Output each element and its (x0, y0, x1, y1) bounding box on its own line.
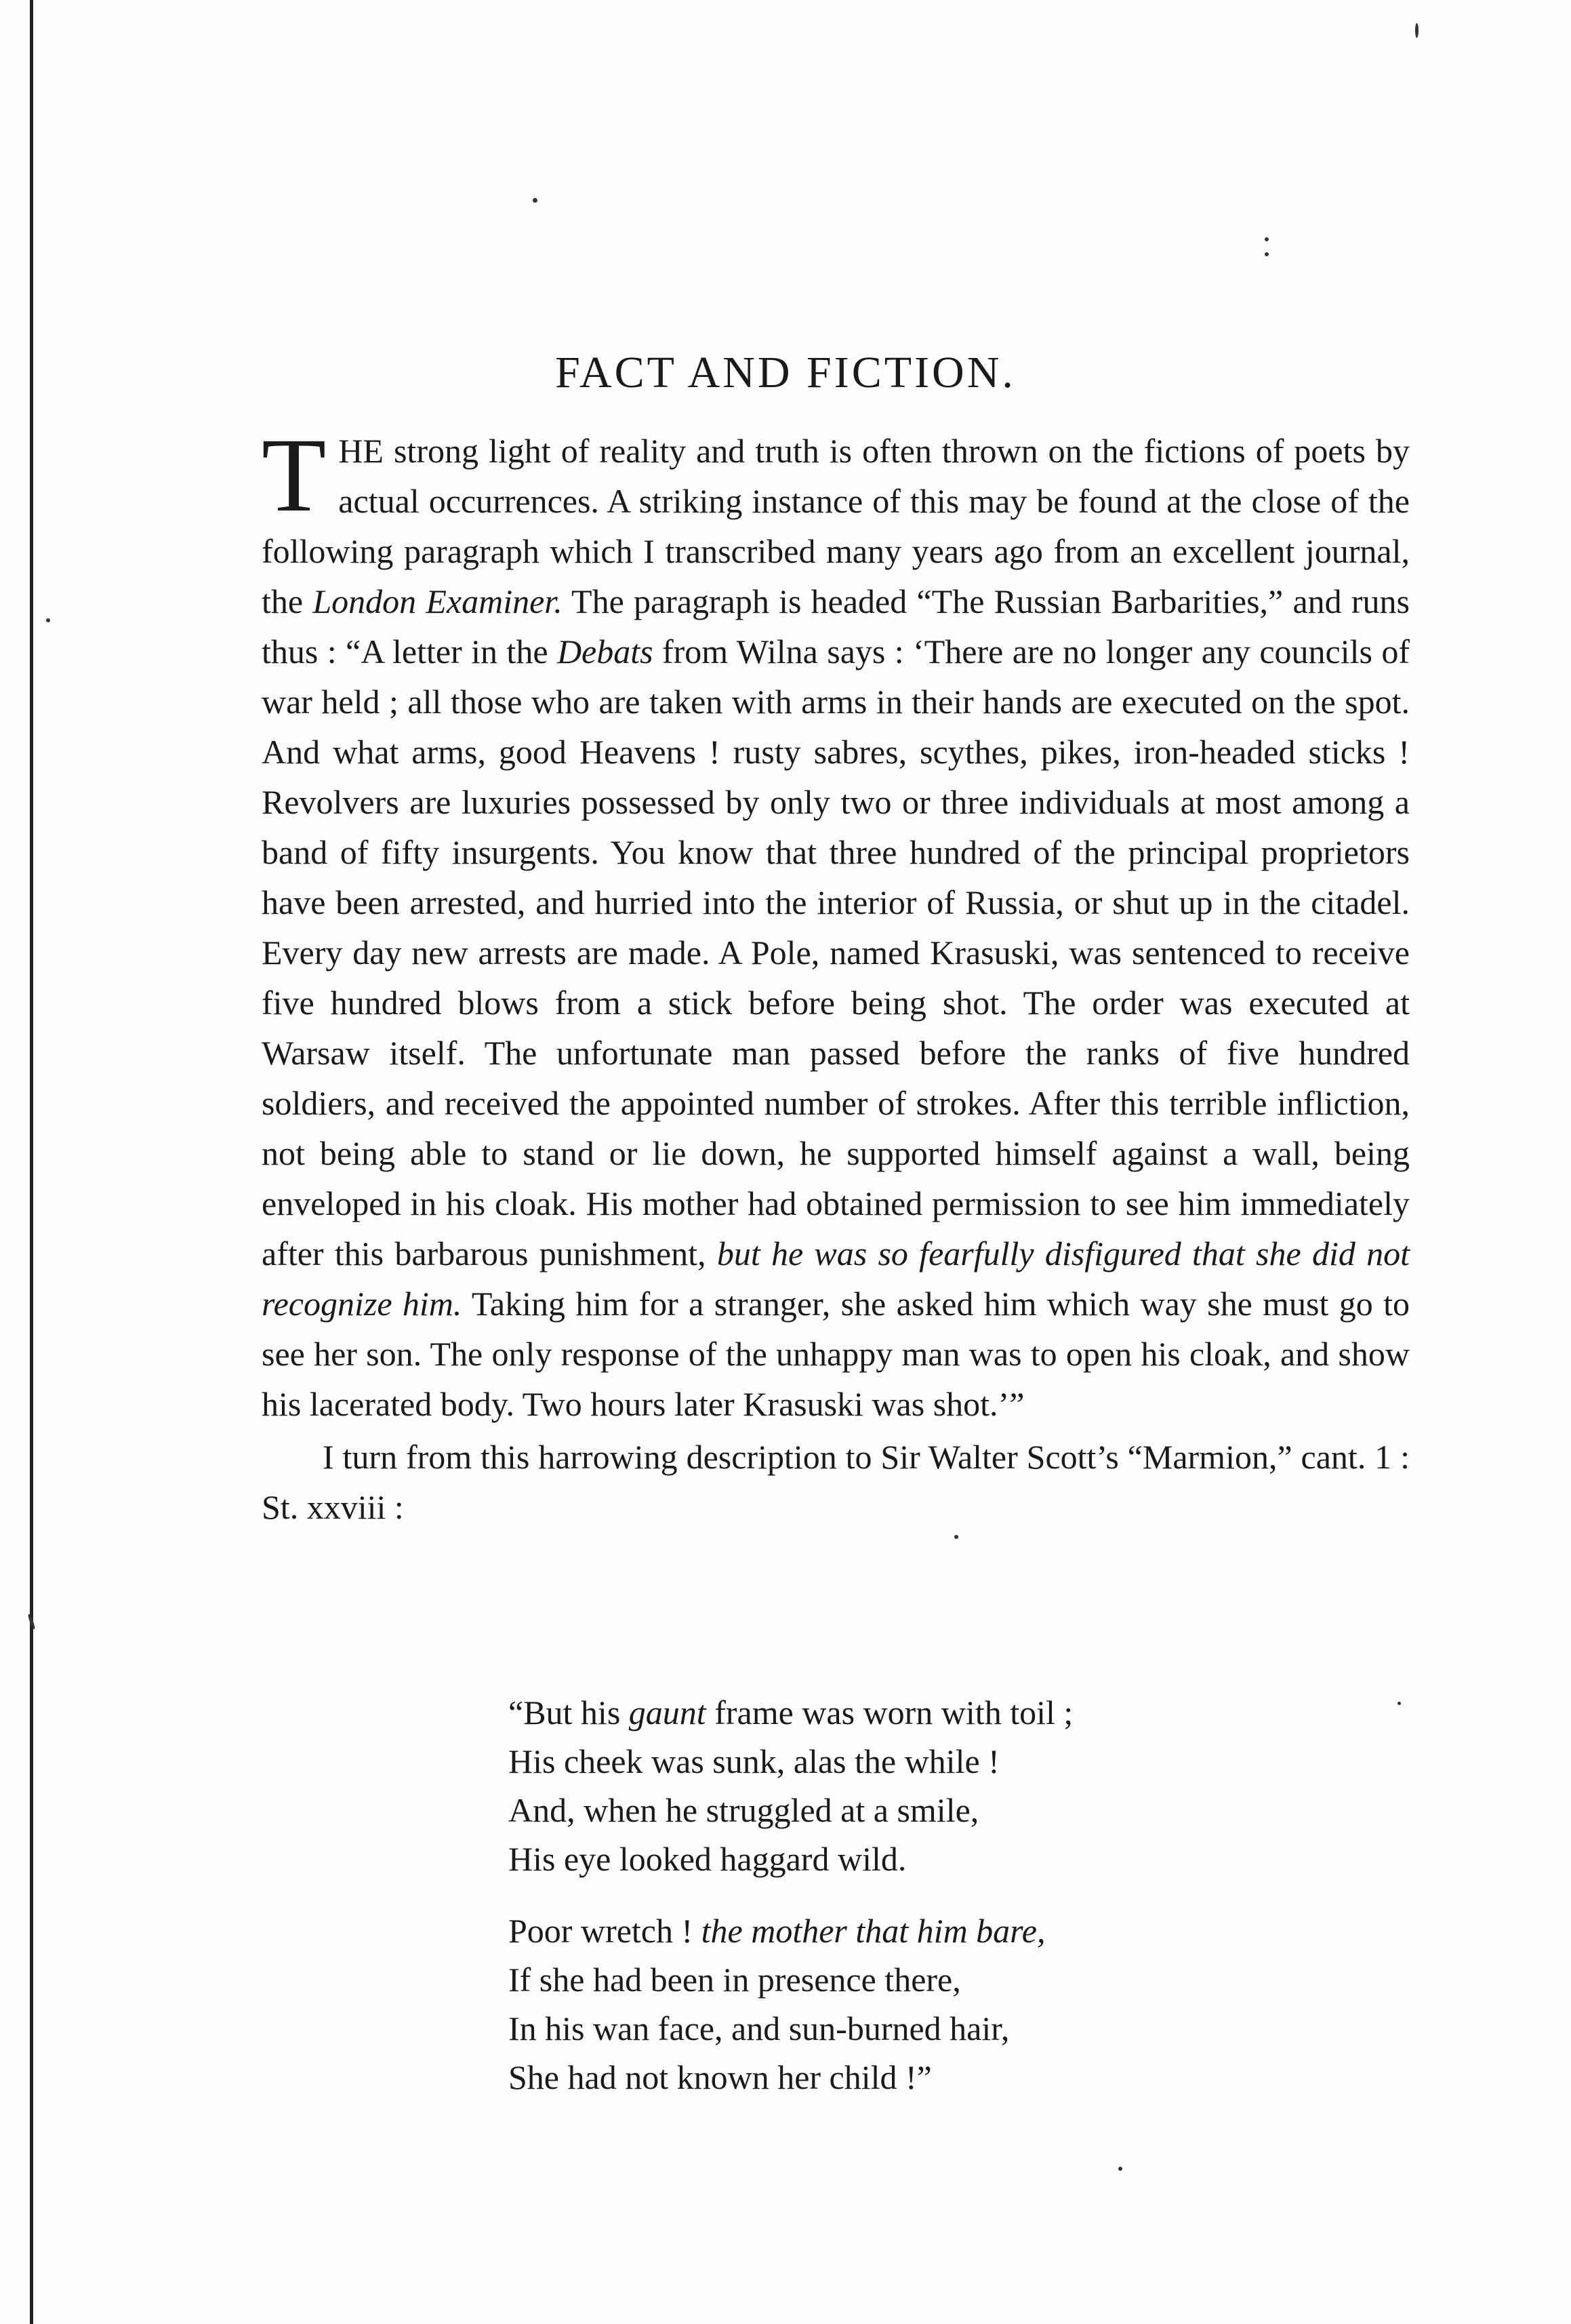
scan-speck (533, 198, 537, 203)
chapter-title: FACT AND FICTION. (555, 348, 1016, 397)
verse-line: She had not known her child !” (508, 2058, 932, 2096)
verse-line: And, when he struggled at a smile, (508, 1791, 979, 1829)
verse-quotation (508, 1688, 1389, 2125)
scan-speck (954, 1535, 958, 1539)
paragraph-segment: Taking him for a stranger, she asked him which way she must go to see her son. The only response of the unhappy man was to open his cloak, and show his lacerated body. Two hours later Krasuski was shot.’” (262, 1285, 1410, 1423)
body-text (262, 416, 1410, 1532)
verse-line (508, 1688, 1389, 1737)
drop-cap: T (262, 416, 327, 534)
paragraph-segment-italic: London Examiner. (312, 582, 563, 620)
scan-speck (1397, 1702, 1401, 1705)
verse-line: His cheek was sunk, alas the while ! (508, 1742, 1000, 1780)
stanza-1 (508, 1688, 1389, 1883)
verse-line: In his wan face, and sun-burned hair, (508, 2009, 1010, 2047)
verse-segment-italic: gaunt (628, 1694, 706, 1731)
verse-segment: frame was worn with toil ; (706, 1694, 1074, 1731)
paragraph-segment: HE strong light of reality and truth is often thrown on the fictions of poets by actual occurrences. A striking instance of this may be found at the close of the following paragraph which I transcribed many years ago from an excellent journal, the (262, 432, 1410, 620)
verse-segment: Poor wretch ! (508, 1912, 701, 1950)
stanza-2 (508, 1906, 1389, 2102)
opening-paragraph (262, 416, 1410, 1429)
paragraph-segment: The paragraph is headed “The Russian Barbarities,” and runs thus : “A letter in the (262, 582, 1410, 670)
verse-segment: “But his (508, 1694, 629, 1731)
scan-speck (1415, 23, 1419, 38)
scan-speck (46, 618, 50, 622)
paragraph-segment-italic: but he was so fearfully disfigured that she did not recognize him. (262, 1235, 1410, 1323)
verse-line (508, 1906, 1389, 1955)
scan-speck (1265, 237, 1269, 241)
verse-line: His eye looked haggard wild. (508, 1840, 907, 1878)
second-paragraph: I turn from this harrowing description to Sir Walter Scott’s “Marmion,” cant. 1 : St. xxviii : (262, 1438, 1410, 1526)
scan-speck (1265, 252, 1269, 256)
verse-segment-italic: the mother that him bare, (701, 1912, 1046, 1950)
paragraph-segment: from Wilna says : ‘There are no longer any councils of war held ; all those who are taken with arms in their hands are executed on the spot. And what arms, good Heavens ! rusty sabres, scythes, pikes, iron-headed sticks ! Revolvers are luxuries possessed by only two or three individuals at most among a band of fifty insurgents. You know that three hundred of the principal proprietors have been arrested, and hurried into the interior of Russia, or shut up in the citadel. Every day new arrests are made. A Pole, named Krasuski, was sentenced to receive five hundred blows from a stick before being shot. The order was executed at Warsaw itself. The unfortunate man passed before the ranks of five hundred soldiers, and received the appointed number of strokes. After this terrible infliction, not being able to stand or lie down, he supported himself against a wall, being enveloped in his cloak. His mother had obtained permission to see him immediately after this barbarous punishment, (262, 633, 1410, 1273)
verse-line: If she had been in presence there, (508, 1961, 961, 1999)
paragraph-segment-italic: Debats (556, 633, 653, 670)
scan-speck (1118, 2167, 1122, 2171)
